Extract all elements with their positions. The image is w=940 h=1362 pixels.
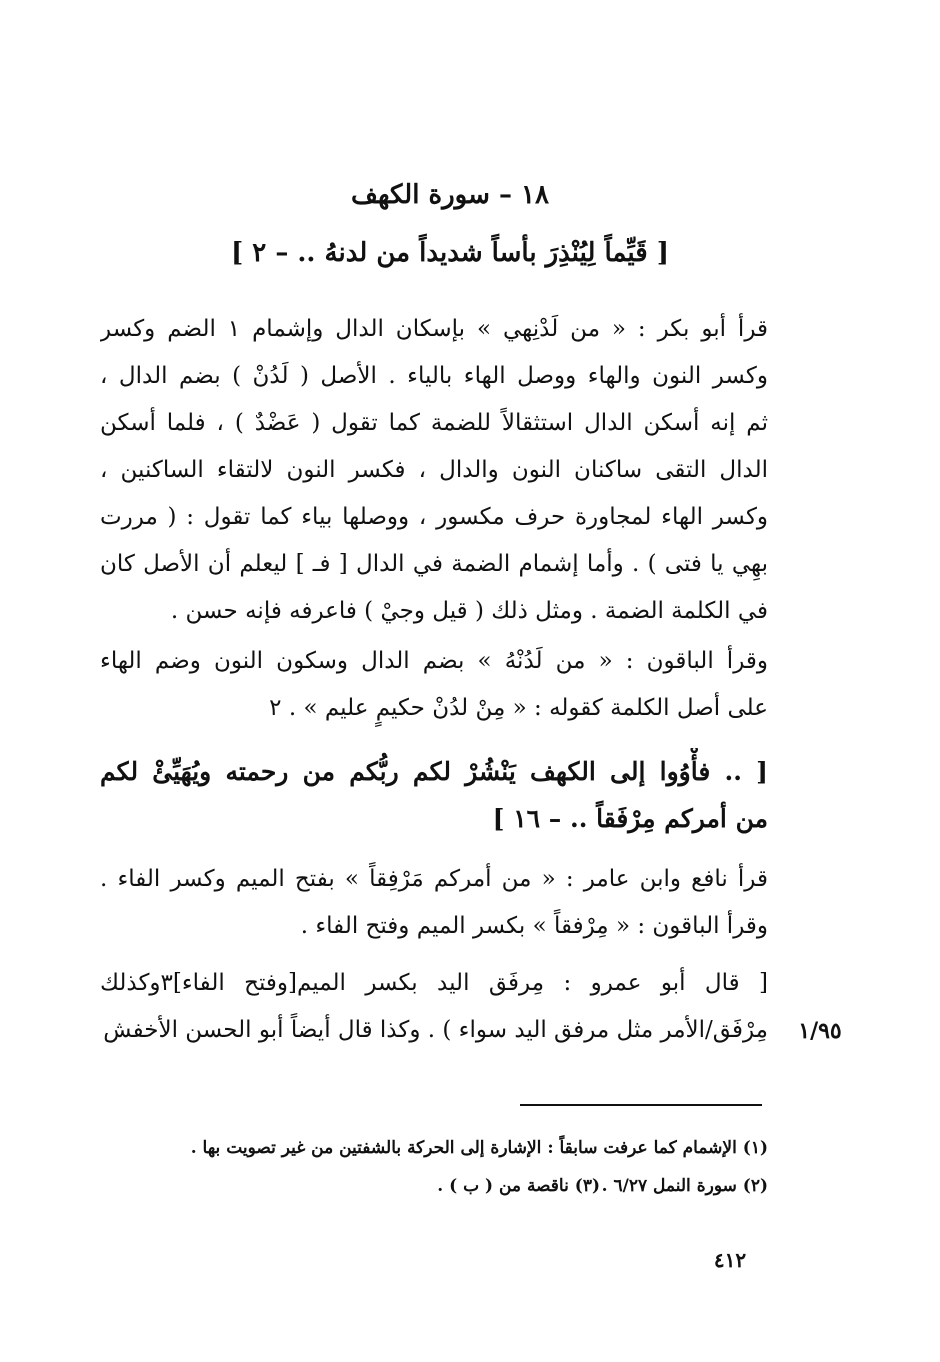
paragraph-abu-amr-note [100,960,768,1054]
verse-line: من أمركم مِرْفَقاً .. – ١٦ ] [492,804,768,833]
paragraph-others-reading [100,638,768,732]
paragraph-nafi-reading [100,856,768,950]
paragraph-line: وقرأ الباقون : « من لَدُنْهُ » بضم الدال وسكون النون وضم الهاء [100,648,768,674]
paragraph-line: قرأ أبو بكر : « من لَدْنِهي » بإسكان الدال وإشمام ١ الضم وكسر [100,316,768,342]
footnote-divider [520,1104,762,1106]
paragraph-line: بهِي يا فتى ) . وأما إشمام الضمة في الدال [ فـ ] ليعلم أن الأصل كان [100,551,768,577]
footnote-2: (٢) سورة النمل ٦/٢٧ . [601,1176,768,1196]
paragraph-line: قرأ نافع وابن عامر : « من أمركم مَرْفِقاً » بفتح الميم وكسر الفاء . [100,866,768,892]
paragraph-line: [ قال أبو عمرو : مِرفَق اليد بكسر الميم[وفتح الفاء]٣وكذلك [100,970,768,996]
paragraph-line: الدال التقى ساكنان النون والدال ، فكسر النون لالتقاء الساكنين ، [100,457,768,483]
verse-line: [ .. فأْوُوا إلى الكهف يَنْشُرْ لكم ربُّكم من رحمته ويُهَيِّئْ لكم [100,757,768,786]
paragraph-line: ثم إنه أسكن الدال استثقالاً للضمة كما تقول ( عَضْدٌ ) ، فلما أسكن [100,410,768,436]
paragraph-line: في الكلمة الضمة . ومثل ذلك ( قيل وجيْ ) فاعرفه فإنه حسن . [170,598,768,624]
paragraph-abu-bakr-reading [100,306,768,635]
page-number: ٤١٢ [713,1248,747,1272]
paragraph-line: وكسر الهاء لمجاورة حرف مكسور ، ووصلها بياء كما تقول : ( مررت [100,504,768,530]
surah-heading: ١٨ – سورة الكهف [351,180,549,210]
paragraph-line: وكسر النون والهاء ووصل الهاء بالياء . الأصل ( لَدُنْ ) بضم الدال ، [100,363,768,389]
verse-heading-1: [ قَيِّماً لِيُنْذِرَ بأساً شديداً من لدنهُ .. – ٢ ] [230,238,670,268]
paragraph-line: على أصل الكلمة كقوله : « مِنْ لدُنْ حكيمٍ عليم » . ٢ [269,695,768,721]
paragraph-line: مِرْفَق/الأمر مثل مرفق اليد سواء ) . وكذا قال أيضاً أبو الحسن الأخفش [103,1017,768,1043]
footnote-1: (١) الإشمام كما عرفت سابقاً : الإشارة إلى الحركة بالشفتين من غير تصويت بها . [190,1138,768,1158]
paragraph-line: وقرأ الباقون : « مِرْفقاً » بكسر الميم وفتح الفاء . [300,913,768,939]
margin-folio-reference: ١/٩٥ [798,1018,842,1044]
footnote-3: (٣) ناقصة من ( ب ) . [437,1176,600,1196]
verse-heading-2 [100,748,768,842]
